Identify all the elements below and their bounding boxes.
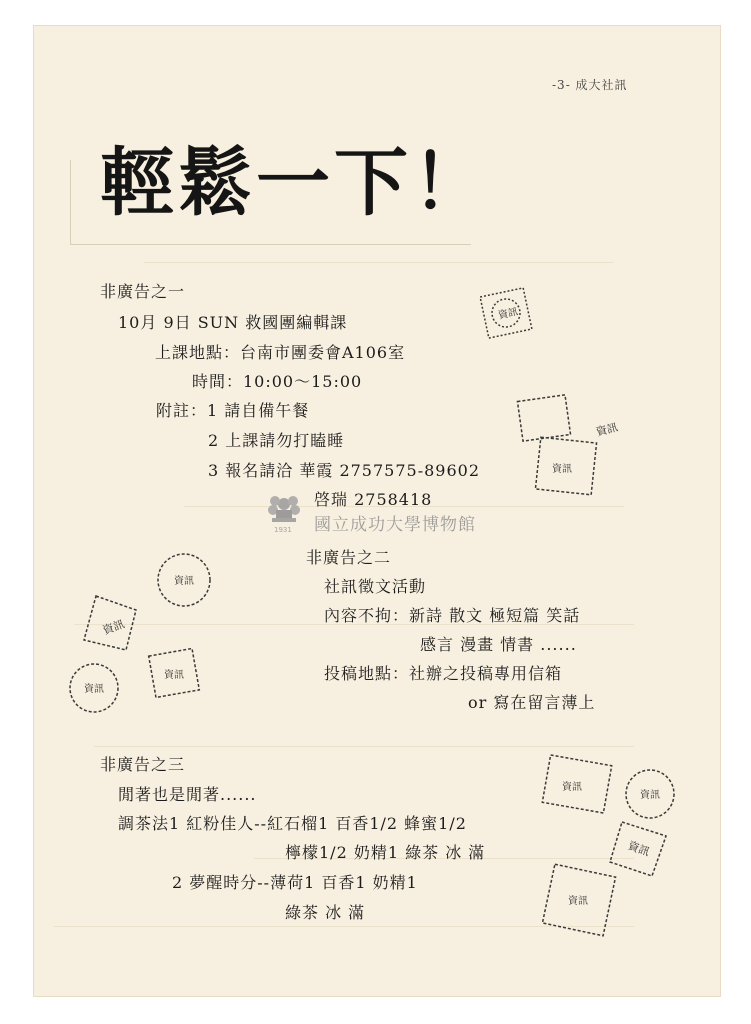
ad2-submit1: 投稿地點：社辦之投稿專用信箱	[324, 664, 563, 683]
stamp-decoration	[476, 284, 536, 342]
ad2-heading: 非廣告之二	[306, 548, 392, 567]
ad3-recipe2b: 綠茶 冰 滿	[285, 903, 366, 922]
ad1-location: 上課地點：台南市團委會A106室	[155, 343, 406, 362]
stamp-label: 資訊	[164, 670, 184, 681]
stamp-label: 資訊	[640, 790, 660, 801]
stamp-label: 資訊	[568, 896, 588, 907]
ad2-line1: 社訊徵文活動	[324, 577, 427, 596]
ad1-note2: 2 上課請勿打瞌睡	[208, 431, 345, 450]
stamp-label: 資訊	[174, 576, 194, 587]
ad3-recipe1b: 檸檬1/2 奶精1 綠茶 冰 滿	[285, 843, 486, 862]
ad1-line1: 10月 9日 SUN 救國團編輯課	[118, 313, 348, 332]
ad1-time: 時間：10:00～15:00	[192, 372, 363, 391]
ad3-line1: 閒著也是閒著......	[118, 785, 257, 804]
watermark-year: 1931	[274, 526, 292, 534]
ad2-content1: 內容不拘：新詩 散文 極短篇 笑話	[324, 606, 581, 625]
ad3-recipe2a: 2 夢醒時分--薄荷1 百香1 奶精1	[172, 873, 418, 892]
stamp-label: 資訊	[562, 782, 582, 793]
ad3-heading: 非廣告之三	[100, 755, 186, 774]
page-title: 輕鬆一下！	[100, 140, 490, 226]
ad2-submit2: or 寫在留言薄上	[468, 693, 596, 712]
watermark-text: 國立成功大學博物館	[314, 515, 476, 535]
stamp-label: 資訊	[552, 464, 572, 475]
stamp-label: 資訊	[497, 306, 520, 322]
stamp-label: 資訊	[626, 838, 652, 859]
ad1-heading: 非廣告之一	[100, 282, 186, 301]
bleed-through-line	[94, 746, 634, 747]
ad2-content2: 感言 漫畫 情書 ......	[420, 635, 577, 654]
museum-watermark	[262, 488, 502, 534]
ad3-recipe1a: 調茶法1 紅粉佳人--紅石榴1 百香1/2 蜂蜜1/2	[118, 814, 467, 833]
ad1-note1: 附註：1 請自備午餐	[156, 401, 310, 420]
stamp-label: 資訊	[101, 617, 127, 638]
stamp-label: 資訊	[594, 420, 620, 439]
stamp-cluster-decoration	[540, 752, 690, 942]
stamp-cluster-decoration	[66, 550, 226, 720]
stamp-cluster-decoration	[514, 392, 634, 502]
ad1-note3: 3 報名請洽 華霞 2757575-89602	[208, 461, 481, 480]
ad1-note3-second-contact: 啓瑞 2758418	[314, 490, 433, 509]
stamp-label: 資訊	[84, 684, 104, 695]
bleed-through-line	[144, 262, 614, 263]
page-number-mark: -3- 成大社訊	[552, 78, 628, 92]
